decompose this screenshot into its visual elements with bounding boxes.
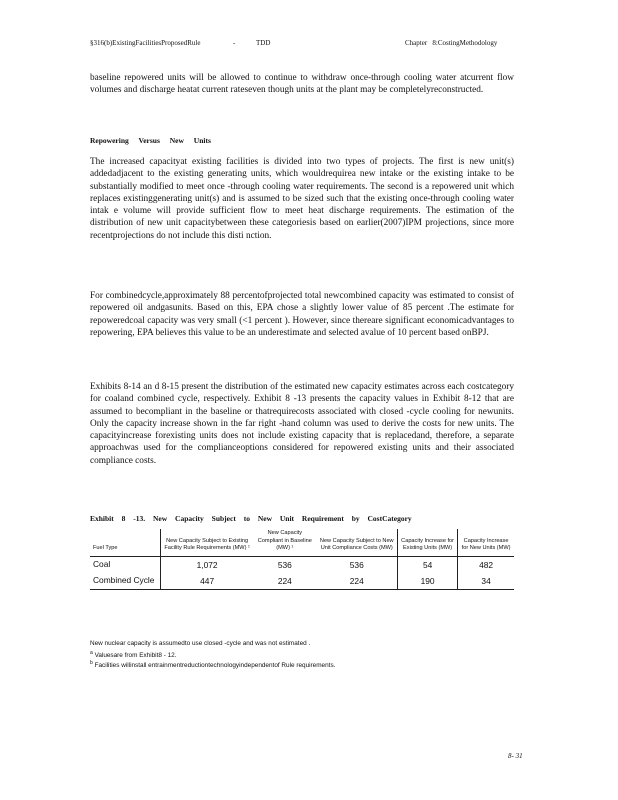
- footnote-mark: b: [90, 660, 93, 666]
- section-title: Repowering Versus New Units: [90, 136, 211, 145]
- cell-value: 224: [316, 573, 397, 590]
- paragraph-exhibits: Exhibits 8-14 an d 8-15 present the distribution of the estimated new capacity estimates across each costcategory for coaland combined cycle, respectively. Exhibit 8 -13 presents the capacity values in Exhibit 8-12 that are assumed to becompliant in the baseline or thatrequirecosts associated with closed -cycle cooling for newunits. Only the capacity increase shown in the far right -hand column was used to derive the costs for new units. The capacityincrease forexisting units does not include existing capacity that is replacedand, therefore, a separate approachwas used for the complianceoptions considered for repowered existing units and their associated compliance costs.: [90, 382, 514, 466]
- cell-value: 482: [458, 556, 514, 573]
- table-header-row: [90, 529, 514, 556]
- footnote-mark: a: [90, 650, 93, 656]
- table-note: New nuclear capacity is assumedto use closed -cycle and was not estimated .: [90, 640, 311, 647]
- col-increase-existing: Capacity Increase for Existing Units (MW): [398, 529, 458, 556]
- cell-fuel: Coal: [93, 559, 111, 570]
- page-number: 8- 31: [508, 752, 523, 760]
- col-new-unit-costs: New Capacity Subject to New Unit Compliance Costs (MW): [316, 529, 397, 556]
- cell-value: 536: [349, 559, 364, 570]
- col-compliant-baseline: New Capacity Compliant in Baseline (MW) ¹: [253, 529, 316, 556]
- col-fuel-type: Fuel Type: [90, 529, 161, 556]
- cell-fuel: Combined Cycle: [90, 573, 161, 590]
- header-dash: -: [233, 39, 236, 47]
- footnote-text: Valuesare from Exhibit8 - 12.: [94, 652, 177, 660]
- header-chapter: Chapter 8:CostingMethodology: [405, 39, 498, 47]
- exhibit-title: Exhibit 8 -13. New Capacity Subject to New Unit Requirement by CostCategory: [90, 514, 412, 523]
- cell-value: 34: [458, 573, 514, 590]
- cell-value: 1,072: [161, 556, 254, 573]
- capacity-table: [90, 529, 514, 590]
- cell-value: 190: [398, 573, 458, 590]
- cell-value: 536: [277, 559, 292, 570]
- footnote-b: [90, 660, 335, 669]
- paragraph-capacity-types: The increased capacityat existing facilities is divided into two types of projects. The first is new unit(s) addedadjacent to the existing generating units, which wouldrequirea new intake or the existing intake to be substantially modified to meet once -through cooling water requirements. The second is a repowered unit which replaces existinggenerating unit(s) and is assumed to be sized such that the existing once-through cooling water intak e volume will provide sufficient flow to meet heat discharge requirements. The estimation of the distribution of new unit capacitybetween these categoriesis based on earlier(2007)IPM projections, since more recentprojections do not include this disti nction.: [90, 157, 514, 241]
- footnote-a: [90, 650, 177, 659]
- col-increase-new: Capacity Increase for New Units (MW): [458, 529, 514, 556]
- header-doc-type: TDD: [256, 39, 271, 47]
- cell-value: 224: [253, 573, 316, 590]
- paragraph-baseline: baseline repowered units will be allowed to continue to withdraw once-through cooling water atcurrent flow volumes and discharge heatat current rateseven though units at the plant may be completelyreconstructed.: [90, 73, 514, 96]
- cell-value: 447: [161, 573, 254, 590]
- table-row: [90, 573, 514, 590]
- cell-value: 54: [398, 556, 458, 573]
- col-existing-rule: New Capacity Subject to Existing Facility Rule Requirements (MW) ¹: [161, 529, 254, 556]
- header-document-id: §316(b)ExistingFacilitiesProposedRule: [90, 39, 201, 47]
- table-row: [90, 556, 514, 573]
- footnote-text: Facilities willinstall entrainmentreductiontechnologyindependentof Rule requirements.: [94, 662, 336, 670]
- paragraph-combined-cycle: For combinedcycle,approximately 88 percentofprojected total newcombined capacity was estimated to consist of repowered oil andgasunits. Based on this, EPA chose a slightly lower value of 85 percent .The estimate for repoweredcoal capacity was very small (<1 percent ). However, since thereare significant economicadvantages to repowering, EPA believes this value to be an underestimate and selected avalue of 10 percent based onBPJ.: [90, 291, 514, 338]
